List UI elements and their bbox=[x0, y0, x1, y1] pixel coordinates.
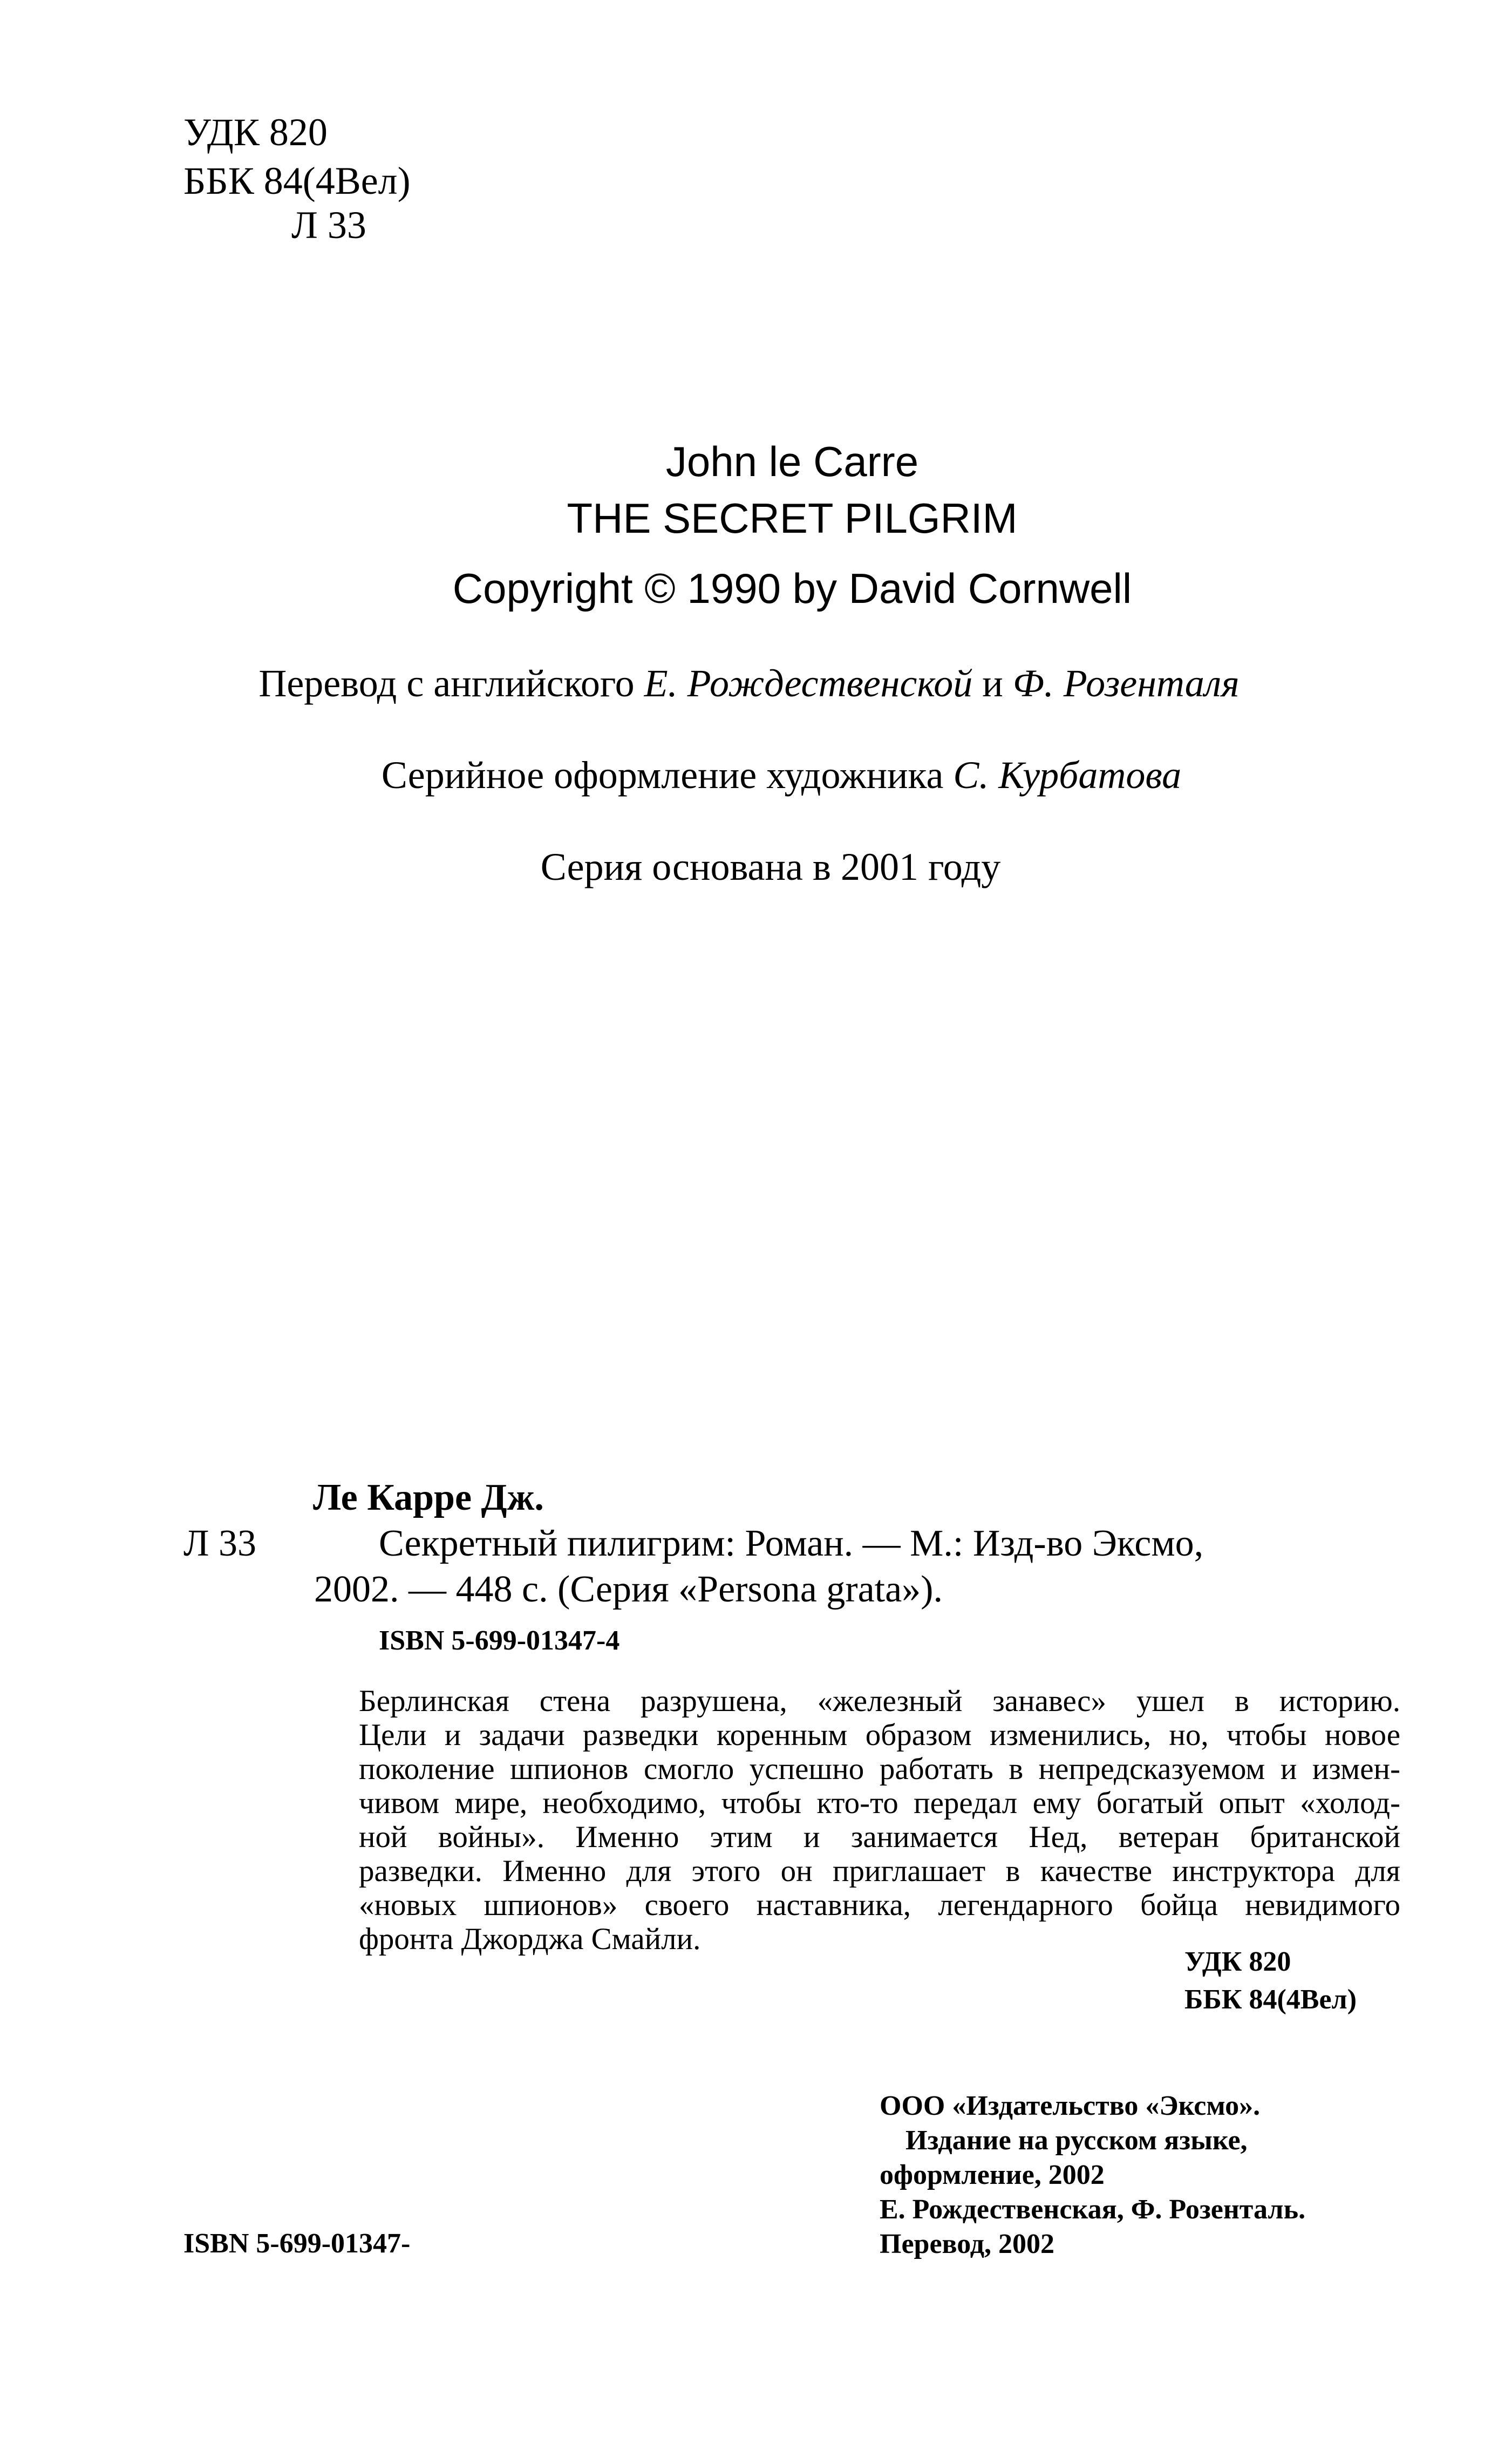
udk-code-top: УДК 820 bbox=[183, 111, 328, 154]
annotation bbox=[359, 1684, 1400, 1956]
entry-author-heading: Ле Карре Дж. bbox=[313, 1477, 544, 1518]
annotation-line: Цели и задачи разведки коренным образом изменились, но, чтобы новое bbox=[359, 1718, 1400, 1752]
original-title: THE SECRET PILGRIM bbox=[567, 494, 1018, 542]
translation-conj: и bbox=[972, 662, 1013, 705]
copyright-line: Е. Рождественская, Ф. Розенталь. bbox=[880, 2194, 1306, 2225]
bbk-code-bottom: ББК 84(4Вел) bbox=[1184, 1984, 1357, 2015]
translation-credit bbox=[0, 661, 1498, 706]
annotation-line: фронта Джорджа Смайли. bbox=[359, 1922, 701, 1956]
bbk-code-top: ББК 84(4Вел) bbox=[183, 159, 411, 202]
isbn-bottom: ISBN 5-699-01347- bbox=[183, 2228, 411, 2259]
entry-line-1: Секретный пилигрим: Роман. — М.: Изд-во Эксмо, bbox=[379, 1523, 1204, 1564]
annotation-line: чивом мире, необходимо, чтобы кто-то передал ему богатый опыт «холод- bbox=[359, 1786, 1400, 1820]
annotation-line: ной войны». Именно этим и занимается Нед, ветеран британской bbox=[359, 1820, 1400, 1854]
original-copyright: Copyright © 1990 by David Cornwell bbox=[452, 565, 1132, 612]
copyright-line: ООО «Издательство «Эксмо». bbox=[880, 2090, 1261, 2121]
annotation-line: Берлинская стена разрушена, «железный занавес» ушел в историю. bbox=[359, 1684, 1400, 1718]
designer-name: С. Курбатова bbox=[953, 754, 1182, 797]
annotation-line: разведки. Именно для этого он приглашает в качестве инструктора для bbox=[359, 1854, 1400, 1888]
design-prefix: Серийное оформление художника bbox=[381, 754, 954, 797]
annotation-line: поколение шпионов смогло успешно работать в непредсказуемом и измен- bbox=[359, 1752, 1400, 1786]
copyright-block bbox=[880, 2089, 1305, 2262]
translator-2: Ф. Розенталя bbox=[1012, 662, 1240, 705]
series-founded: Серия основана в 2001 году bbox=[540, 845, 1001, 888]
copyright-line: оформление, 2002 bbox=[880, 2160, 1105, 2190]
design-credit bbox=[32, 753, 1498, 798]
translation-prefix: Перевод с английского bbox=[258, 662, 644, 705]
udk-code-bottom: УДК 820 bbox=[1184, 1946, 1291, 1977]
entry-line-2: 2002. — 448 с. (Серия «Persona grata»). bbox=[314, 1569, 943, 1610]
entry-isbn: ISBN 5-699-01347-4 bbox=[379, 1625, 620, 1656]
original-author: John le Carre bbox=[665, 438, 919, 485]
translator-1: Е. Рождественской bbox=[644, 662, 973, 705]
entry-mark: Л 33 bbox=[183, 1523, 256, 1564]
annotation-line: «новых шпионов» своего наставника, легендарного бойца невидимого bbox=[359, 1888, 1400, 1922]
author-mark-top: Л 33 bbox=[291, 203, 366, 247]
copyright-line: Перевод, 2002 bbox=[880, 2229, 1055, 2259]
copyright-line: Издание на русском языке, bbox=[905, 2125, 1248, 2156]
